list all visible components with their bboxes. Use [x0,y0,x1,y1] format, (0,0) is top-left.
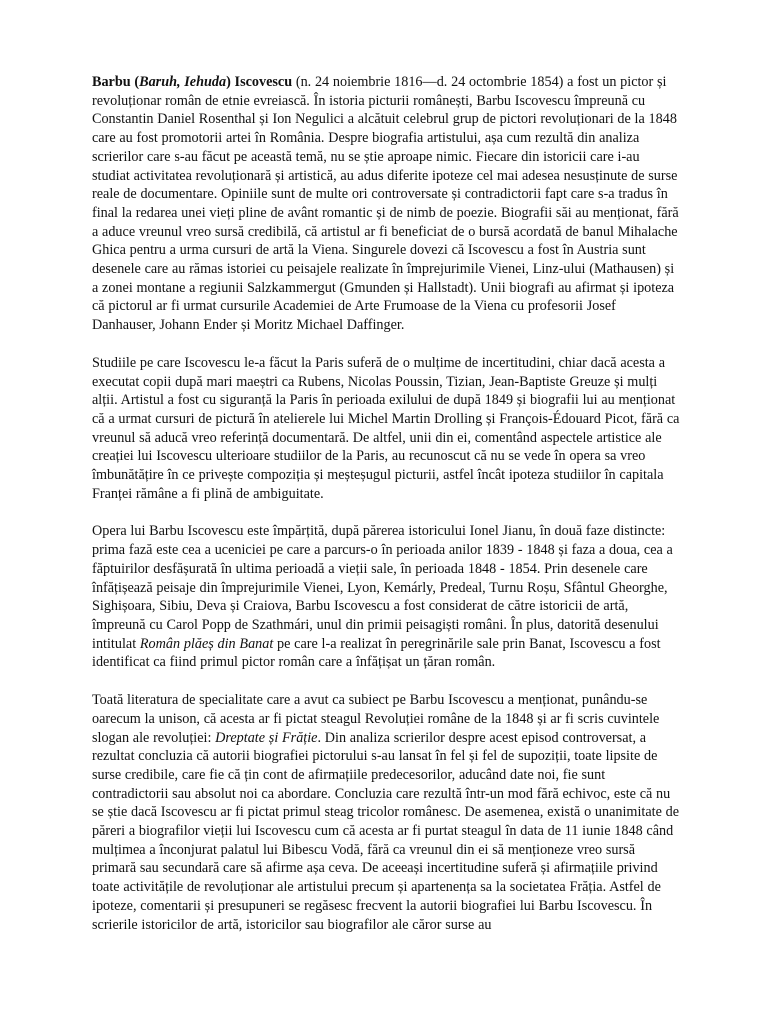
paragraph-4 [92,691,680,934]
subject-alternate-names: Baruh, Iehuda [139,74,227,90]
paren-open: ( [130,74,140,90]
paragraph-3 [92,522,680,672]
paragraph-1-text: (n. 24 noiembrie 1816—d. 24 octombrie 1854) a fost un pictor și revoluționar român de etnie evreiască. În istoria picturii românești, Barbu Iscovescu împreună cu Constantin Daniel Rosenthal și Ion Negulici a alcătuit celebrul grup de pictori revoluționari de la 1848 care au fost promotorii artei în România. Despre biografia artistului, așa cum rezultă din analiza scrierilor care s-au făcut pe această temă, nu se știe aproape nimic. Fiecare din istoricii care i-au studiat activitatea revoluționară și artistică, au adus diferite ipoteze cel mai adesea nesusținute de surse reale de documentare. Opiniile sunt de multe ori controversate și contradictorii fapt care s-a tradus în final la redarea unei vieți pline de avânt romantic și de nimb de poezie. Biografii săi au menționat, fără a aduce vreunul vreo sursă credibilă, că artistul ar fi beneficiat de o bursă acordată de banul Mihalache Ghica pentru a urma cursuri de artă la Viena. Singurele dovezi că Iscovescu a fost în Austria sunt desenele care au rămas istoriei cu peisajele realizate în împrejurimile Vienei, Linz-ului (Mathausen) și a zonei montane a regiunii Salzkammergut (Gmunden și Hallstadt). Unii biografi au afirmat și ipoteza că pictorul ar fi urmat cursurile Academiei de Arte Frumoase de la Viena cu profesorii Josef Danhauser, Johann Ender și Moritz Michael Daffinger. [92,74,679,334]
paren-close: ) [226,74,231,90]
paragraph-4-text-after: . Din analiza scrierilor despre acest episod controversat, a rezultat concluzia că autorii biografiei pictorului s-au lansat în fel și fel de supoziții, toate lipsite de surse credibile, care fie că țin cont de afirmațiile predecesorilor, aducând date noi, fie sunt contradictorii sau absolut noi ca abordare. Concluzia care rezultă într-un mod fără echivoc, este că nu se știe dacă Iscovescu ar fi pictat primul steag tricolor românesc. De asemenea, există o unanimitate de păreri a biografilor vieții lui Iscovescu cum că acesta ar fi purtat steagul în data de 11 iunie 1848 când mulțimea a înconjurat palatul lui Bibescu Vodă, fără ca vreunul din ei să menționeze vreo sursă primară sau secundară care să afirme așa ceva. De aceeași incertitudine suferă și afirmațiile privind toate activitățile de revoluționar ale artistului precum și apartenența sa la societatea Frăția. Astfel de ipoteze, comentarii și presupuneri se regăsesc frecvent la autorii biografiei lui Barbu Iscovescu. În scrierile istoricilor de artă, istoricilor sau biografilor ale căror surse au [92,729,680,933]
paragraph-3-text-before: Opera lui Barbu Iscovescu este împărțită, după părerea istoricului Ionel Jianu, în două faze distincte: prima fază este cea a uceniciei pe care a parcurs-o în perioada anilor 1839 - 1848 și faza a doua, cea a făptuirilor desfășurată în ultima perioadă a vieții sale, în perioada 1848 - 1854. Prin desenele care înfățișează peisaje din împrejurimile Vienei, Lyon, Kemárly, Predeal, Turnu Roșu, Sfântul Gheorghe, Sighișoara, Sibiu, Deva și Craiova, Barbu Iscovescu a fost considerat de către istoricii de artă, împreună cu Carol Popp de Szathmári, unul din primii peisagiști români. În plus, datorită desenului intitulat [92,523,673,652]
revolution-slogan: Dreptate și Frăție [215,729,318,746]
paragraph-3-text-after: pe care l-a realizat în peregrinările sale prin Banat, Iscovescu a fost identificat ca fiind primul pictor român care a înfățișat un țăran român. [92,635,661,671]
subject-first-name: Barbu [92,74,131,90]
drawing-title: Român plăeș din Banat [139,635,274,652]
paragraph-2: Studiile pe care Iscovescu le-a făcut la Paris suferă de o mulțime de incertitudini, chiar dacă acesta a executat copii după mari maeștri ca Rubens, Nicolas Poussin, Tizian, Jean-Baptiste Greuze și mulți alții. Artistul a fost cu siguranță la Paris în perioada exilului de după 1849 și biografii lui au menționat că a urmat cursuri de pictură în atelierele lui Michel Martin Drolling și François-Édouard Picot, fără ca vreunul să aducă vreo referință documentară. De altfel, unii din ei, comentând aspectele artistice ale creației lui Iscovescu ulterioare studiilor de la Paris, au recunoscut că nu se vede în opera sa vreo îmbunătățire în ce privește compoziția și meșteșugul picturii, astfel încât ipoteza studiilor în capitala Franței rămâne a fi plină de ambiguitate. [92,354,680,502]
paragraph-4-text-before: Toată literatura de specialitate care a avut ca subiect pe Barbu Iscovescu a menționat, punându-se oarecum la unison, că acesta ar fi pictat steagul Revoluției române de la 1848 și ar fi scris cuvintele slogan ale revoluției: [92,692,660,746]
subject-last-name: Iscovescu [230,74,293,90]
paragraph-1 [92,73,680,335]
article-body [92,73,680,953]
